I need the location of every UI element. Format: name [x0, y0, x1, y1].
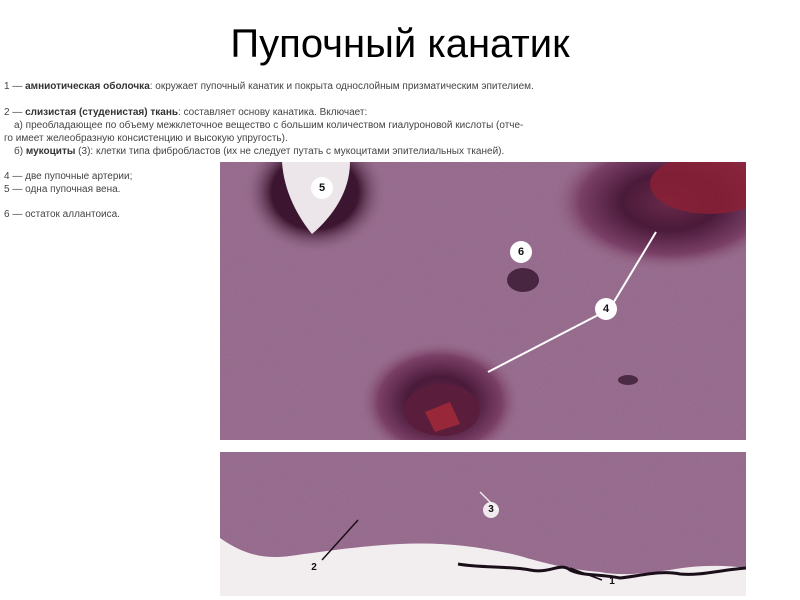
legend-line-5: 5 — одна пупочная вена.: [4, 184, 121, 195]
label-4: 4: [595, 298, 617, 320]
allantois-remnant: [507, 268, 539, 292]
legend-line-6: 6 — остаток аллантоиса.: [4, 209, 120, 220]
label-2: 2: [311, 562, 317, 573]
label-6: 6: [510, 241, 532, 263]
legend-line-2: 2 — слизистая (студенистая) ткань: составляет основу канатика. Включает:: [4, 107, 368, 118]
micrograph-cross-section: [220, 162, 746, 440]
micrograph-amnion-edge-image: [220, 452, 746, 596]
legend-line-2b: б) мукоциты (3): клетки типа фибробластов (их не следует путать с мукоцитами эпителиальных тканей).: [14, 146, 505, 157]
slide-title: Пупочный канатик: [230, 22, 570, 66]
legend-line-2a-cont: го имеет желеобразную консистенцию и высокую упругость).: [4, 133, 288, 144]
label-3: 3: [483, 502, 499, 518]
small-dark-spot: [618, 375, 638, 385]
micrograph-cross-section-image: [220, 162, 746, 440]
legend-line-4: 4 — две пупочные артерии;: [4, 171, 133, 182]
micrograph-amnion-edge: [220, 452, 746, 596]
legend-line-2a: а) преобладающее по объему межклеточное вещество с большим количеством гиалуроновой кислоты (отче-: [14, 120, 524, 131]
label-5: 5: [311, 177, 333, 199]
legend-line-1: 1 — амниотическая оболочка: окружает пупочный канатик и покрыта однослойным призматическим эпителием.: [4, 81, 534, 92]
label-1: 1: [609, 576, 615, 587]
